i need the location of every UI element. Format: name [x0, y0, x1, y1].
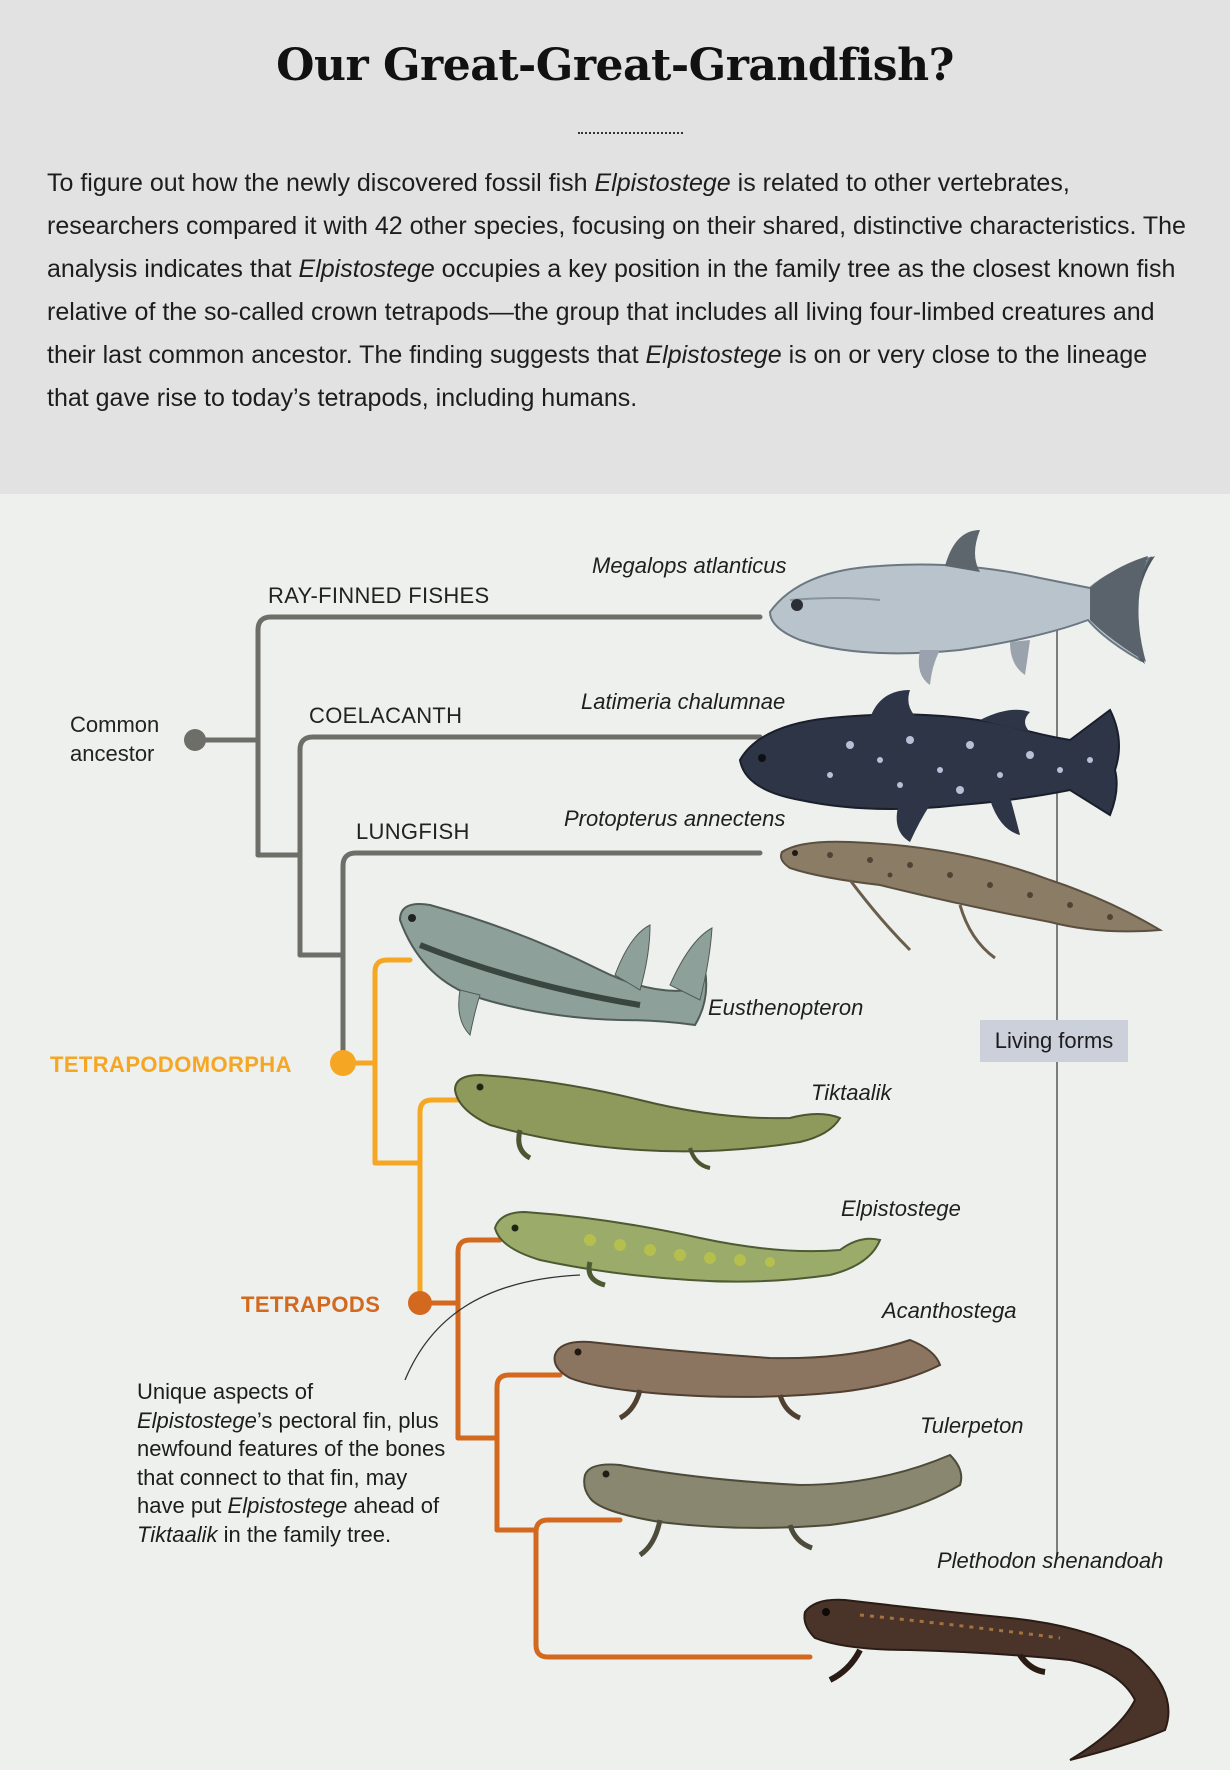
megalops-illustration [770, 530, 1155, 685]
intro-text: is related to other vertebrates, researchers compared it with 42 other species, focusing on their shared, distinctive characteristics. The analysis indicates that [47, 169, 1186, 283]
latimeria-illustration [740, 690, 1119, 842]
note-text: ’s pectoral fin, plus newfound features of the bones that connect to that fin, may have put [137, 1407, 446, 1518]
note-text: Unique aspects of [137, 1379, 314, 1404]
tetrapod-branches [420, 1240, 810, 1657]
branch-tiktaalik [420, 1100, 460, 1252]
intro-text: To figure out how the newly discovered fossil fish [47, 169, 595, 197]
tiktaalik-illustration [455, 1075, 840, 1168]
note-text: ahead of [347, 1493, 440, 1518]
note-leader-line [405, 1275, 580, 1380]
intro-text: occupies a key position in the family tree as the closest known fish relative of the so-called crown tetrapods—the group that includes all living four-limbed creatures and their last common ancestor. The finding suggests that [47, 255, 1176, 369]
living-forms-label: Living forms [994, 1028, 1114, 1053]
tetrapodomorpha-node [330, 1050, 356, 1076]
clade-lungfish: LUNGFISH [356, 819, 470, 844]
acanthostega-illustration [555, 1340, 940, 1418]
branch-plethodon [536, 1645, 810, 1657]
note-text: in the family tree. [217, 1521, 392, 1547]
species-megalops: Megalops atlanticus [592, 553, 787, 578]
intro-italic: Elpistostege [594, 169, 731, 197]
species-elpistostege: Elpistostege [841, 1196, 961, 1221]
intro-italic: Elpistostege [298, 255, 435, 283]
clade-coelacanth: COELACANTH [309, 703, 463, 728]
clade-ray-finned-fishes: RAY-FINNED FISHES [268, 583, 490, 608]
branch-tulerpeton [536, 1520, 620, 1645]
eusthenopteron-illustration [400, 904, 712, 1035]
note-italic: Tiktaalik [137, 1521, 218, 1547]
tulerpeton-illustration [584, 1455, 961, 1555]
elpistostege-note [137, 1378, 447, 1549]
living-forms-badge [980, 1020, 1128, 1062]
clade-tetrapodomorpha: TETRAPODOMORPHA [50, 1052, 292, 1077]
intro-text: is on or very close to the lineage that gave rise to today’s tetrapods, including humans. [47, 341, 1148, 412]
common-ancestor-label [70, 710, 159, 768]
note-italic: Elpistostege [137, 1407, 257, 1433]
common-ancestor-line-1: Common [70, 712, 160, 737]
common-ancestor-node [184, 729, 206, 751]
species-plethodon: Plethodon shenandoah [937, 1548, 1164, 1573]
note-italic: Elpistostege [227, 1493, 348, 1518]
species-acanthostega: Acanthostega [882, 1298, 1017, 1323]
clade-tetrapods: TETRAPODS [241, 1292, 381, 1317]
species-eusthenopteron: Eusthenopteron [708, 995, 864, 1020]
tetrapodomorpha-branches [343, 960, 460, 1252]
branch-elpistostege [458, 1240, 500, 1438]
common-ancestor-line-2: ancestor [70, 741, 155, 766]
branch-acanthostega [497, 1375, 560, 1530]
plethodon-illustration [804, 1600, 1168, 1760]
branch-eusthenopteron [375, 960, 410, 1163]
species-tulerpeton: Tulerpeton [920, 1413, 1024, 1438]
elpistostege-illustration [495, 1212, 880, 1285]
tetrapods-node [408, 1291, 432, 1315]
species-latimeria: Latimeria chalumnae [581, 689, 786, 714]
species-protopterus: Protopterus annectens [564, 806, 786, 831]
page-title: Our Great-Great-Grandfish? [276, 40, 954, 91]
protopterus-illustration [781, 842, 1160, 958]
intro-italic: Elpistostege [645, 341, 782, 369]
branch-coelacanth [300, 737, 760, 955]
species-tiktaalik: Tiktaalik [811, 1080, 892, 1105]
